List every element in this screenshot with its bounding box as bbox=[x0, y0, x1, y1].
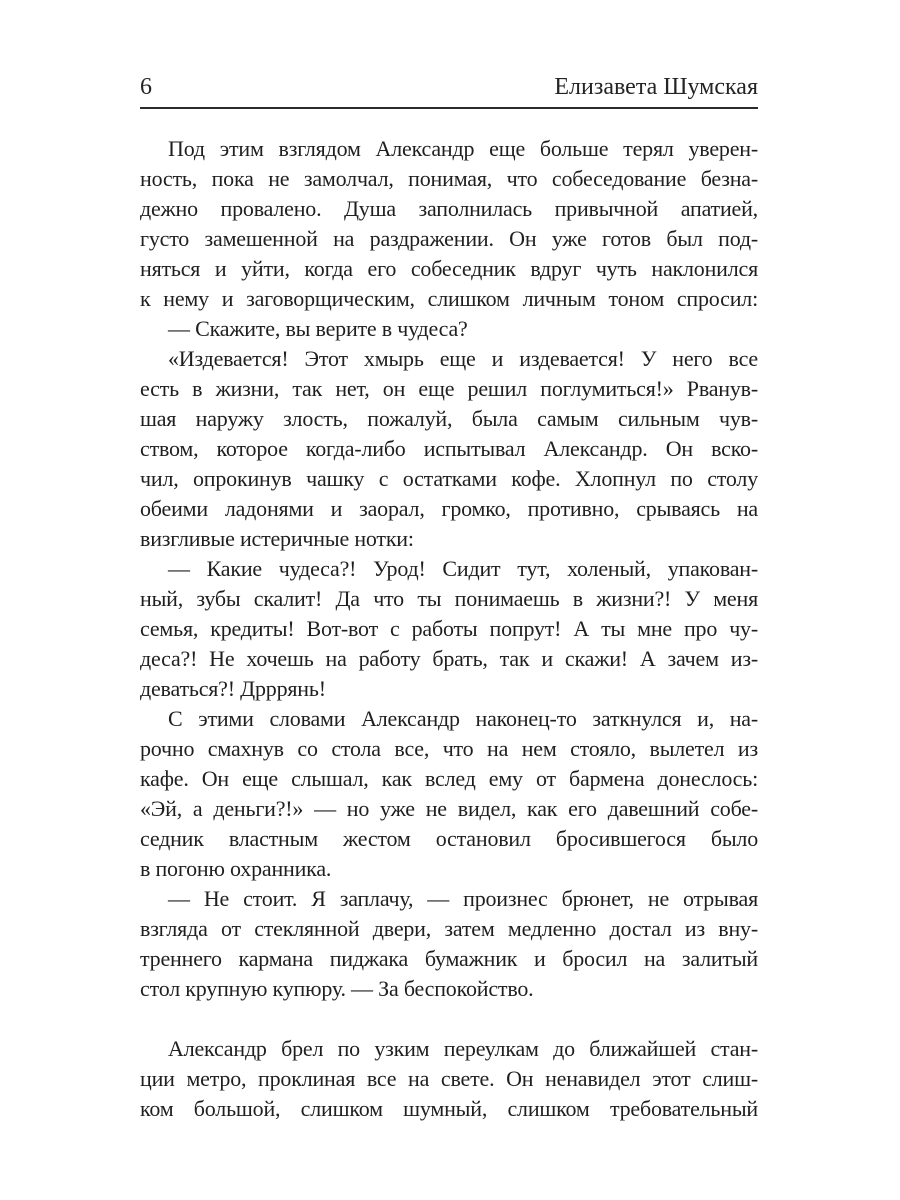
text-line: Александр брел по узким переулкам до ближайшей стан- bbox=[168, 1036, 758, 1061]
text-line: стол крупную купюру. — За беспокойство. bbox=[140, 976, 534, 1001]
text-line: ством, которое когда-либо испытывал Александр. Он вско- bbox=[140, 436, 758, 461]
text-line: обеими ладонями и заорал, громко, противно, срываясь на bbox=[140, 496, 758, 521]
text-line: рочно смахнув со стола все, что на нем стояло, вылетел из bbox=[140, 736, 758, 761]
text-line: дежно провалено. Душа заполнилась привычной апатией, bbox=[140, 196, 758, 221]
page-content bbox=[140, 0, 758, 1124]
paragraph bbox=[140, 704, 758, 884]
paragraph bbox=[140, 134, 758, 314]
text-line: чил, опрокинув чашку с остатками кофе. Хлопнул по столу bbox=[140, 466, 758, 491]
text-line: взгляда от стеклянной двери, затем медленно достал из вну- bbox=[140, 916, 758, 941]
text-line: визгливые истеричные нотки: bbox=[140, 526, 414, 551]
text-line: — Какие чудеса?! Урод! Сидит тут, холеный, упакован- bbox=[168, 556, 758, 581]
section-break bbox=[140, 1004, 758, 1034]
paragraph bbox=[140, 314, 758, 344]
text-line: густо замешенной на раздражении. Он уже готов был под- bbox=[140, 226, 758, 251]
text-line: ный, зубы скалит! Да что ты понимаешь в жизни?! У меня bbox=[140, 586, 758, 611]
header-rule bbox=[140, 107, 758, 109]
text-line: есть в жизни, так нет, он еще решил поглумиться!» Рванув- bbox=[140, 376, 758, 401]
page-header bbox=[140, 0, 758, 100]
text-line: седник властным жестом остановил бросившегося было bbox=[140, 826, 758, 851]
page-number: 6 bbox=[140, 74, 152, 100]
text-line: деса?! Не хочешь на работу брать, так и скажи! А зачем из- bbox=[140, 646, 758, 671]
text-line: ность, пока не замолчал, понимая, что собеседование безна- bbox=[140, 166, 758, 191]
paragraph bbox=[140, 344, 758, 554]
text-line: кафе. Он еще слышал, как вслед ему от бармена донеслось: bbox=[140, 766, 758, 791]
text-line: к нему и заговорщическим, слишком личным тоном спросил: bbox=[140, 286, 758, 311]
running-head-author: Елизавета Шумская bbox=[554, 74, 758, 100]
text-line: шая наружу злость, пожалуй, была самым сильным чув- bbox=[140, 406, 758, 431]
text-line: няться и уйти, когда его собеседник вдруг чуть наклонился bbox=[140, 256, 758, 281]
paragraph bbox=[140, 884, 758, 1004]
text-line: — Не стоит. Я заплачу, — произнес брюнет, не отрывая bbox=[168, 886, 758, 911]
text-line: ком большой, слишком шумный, слишком требовательный bbox=[140, 1096, 758, 1121]
text-line: в погоню охранника. bbox=[140, 856, 332, 881]
paragraph bbox=[140, 554, 758, 704]
text-line: «Эй, а деньги?!» — но уже не видел, как его давешний собе- bbox=[140, 796, 758, 821]
text-line: деваться?! Дрррянь! bbox=[140, 676, 326, 701]
text-line: С этими словами Александр наконец-то заткнулся и, на- bbox=[168, 706, 758, 731]
paragraph bbox=[140, 1034, 758, 1124]
text-line: семья, кредиты! Вот-вот с работы попрут! А ты мне про чу- bbox=[140, 616, 758, 641]
text-line: Под этим взглядом Александр еще больше терял уверен- bbox=[168, 136, 758, 161]
text-line: треннего кармана пиджака бумажник и бросил на залитый bbox=[140, 946, 758, 971]
text-line: — Скажите, вы верите в чудеса? bbox=[168, 316, 468, 341]
page-body bbox=[140, 134, 758, 1124]
text-line: «Издевается! Этот хмырь еще и издевается! У него все bbox=[168, 346, 758, 371]
text-line: ции метро, проклиная все на свете. Он ненавидел этот слиш- bbox=[140, 1066, 758, 1091]
